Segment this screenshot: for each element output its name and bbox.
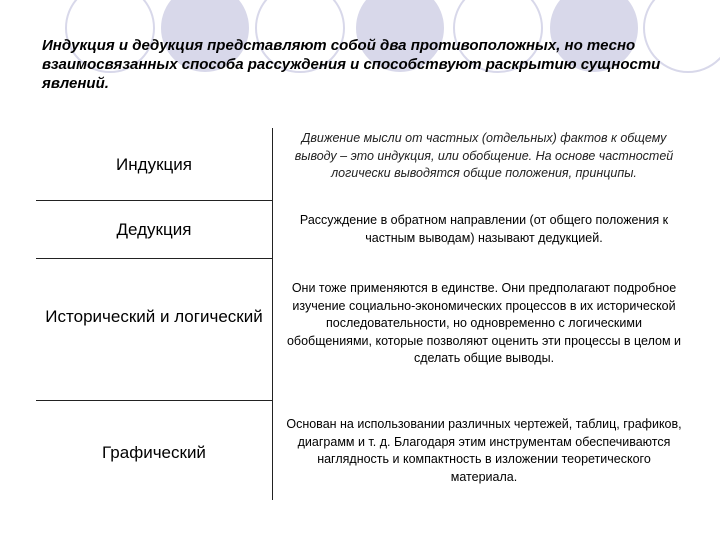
row-description-induction: Движение мысли от частных (отдельных) фактов к общему выводу – это индукция, или обобщение. На основе частностей логически выводятся общие положения, принципы. (294, 131, 674, 180)
row-divider-1 (36, 200, 272, 201)
row-label-graphical: Графический (102, 443, 206, 462)
row-label-historical-logical: Исторический и логический (45, 307, 263, 326)
row-label-deduction: Дедукция (116, 220, 192, 239)
row-label-induction: Индукция (116, 155, 192, 174)
row-description-graphical: Основан на использовании различных чертежей, таблиц, графиков, диаграмм и т. д. Благодаря этим инструментам обеспечиваются наглядность и компактность в изложении теоретического материала. (286, 417, 682, 484)
row-divider-2 (36, 258, 272, 259)
row-description-historical-logical: Они тоже применяются в единстве. Они предполагают подробное изучение социально-экономических процессов в их исторической последовательности, но одновременно с логическими обобщениями, которые позволяют оценить эти процессы в целом и сделать общие выводы. (286, 281, 682, 365)
vertical-divider (272, 128, 273, 500)
row-divider-3 (36, 400, 272, 401)
row-description-deduction: Рассуждение в обратном направлении (от общего положения к частным выводам) называют дедукцией. (299, 213, 669, 245)
intro-paragraph: Индукция и дедукция представляют собой два противоположных, но тесно взаимосвязанных способа рассуждения и способствуют раскрытию сущности явлений. (42, 37, 661, 92)
